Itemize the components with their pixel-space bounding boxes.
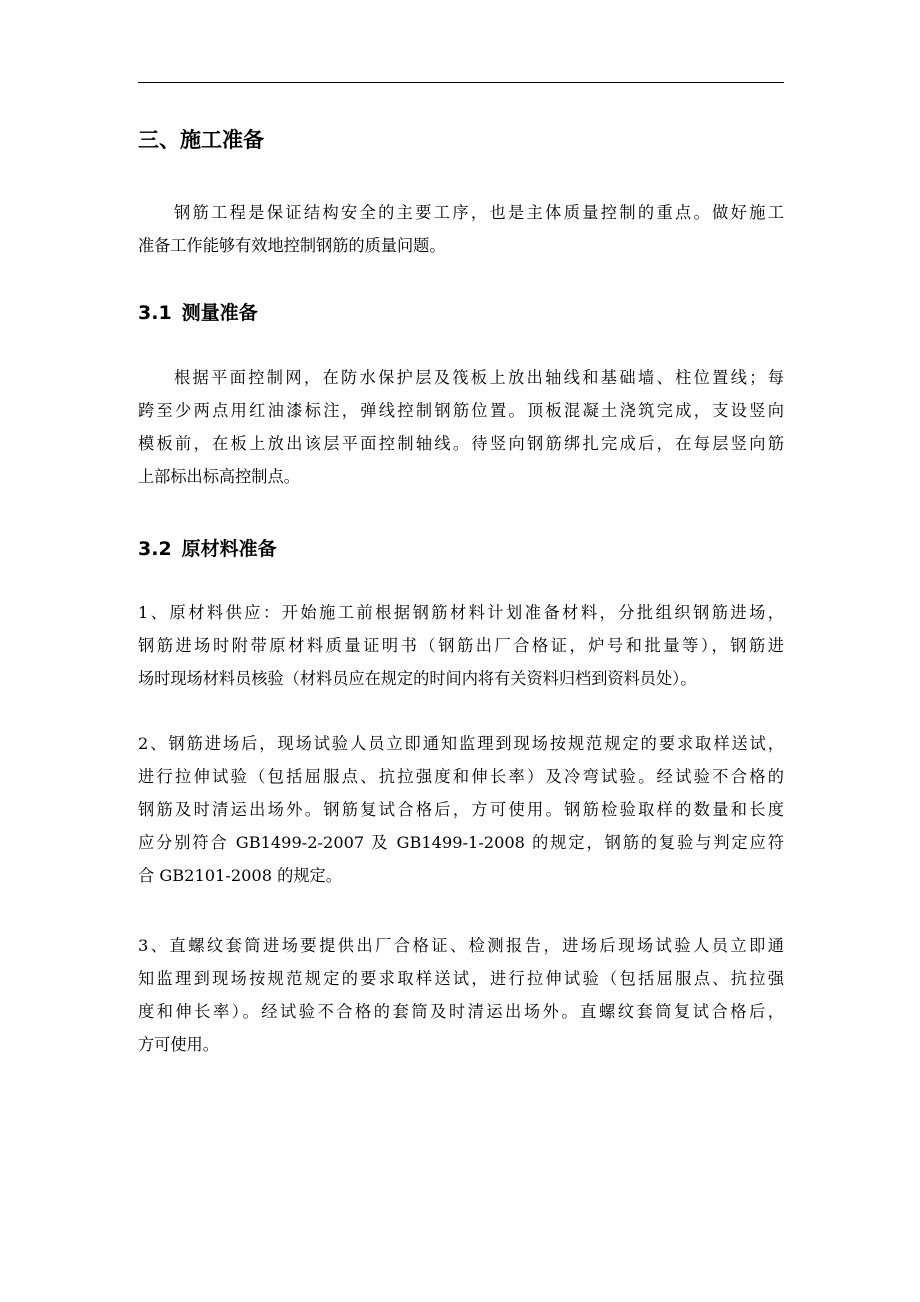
subsection-number: 3.2 <box>138 538 172 560</box>
text-line: 跨至少两点用红油漆标注，弹线控制钢筋位置。顶板混凝土浇筑完成，支设竖向 <box>138 401 784 420</box>
text-line: 3、直螺纹套筒进场要提供出厂合格证、检测报告，进场后现场试验人员立即通 <box>138 936 784 955</box>
text-line: 合 GB2101-2008 的规定。 <box>138 866 342 885</box>
text-line: 1、原材料供应：开始施工前根据钢筋材料计划准备材料，分批组织钢筋进场， <box>138 603 784 622</box>
text-line: 知监理到现场按规范规定的要求取样送试，进行拉伸试验（包括屈服点、抗拉强 <box>138 969 784 988</box>
text-line: 钢筋进场时附带原材料质量证明书（钢筋出厂合格证，炉号和批量等），钢筋进 <box>138 636 784 655</box>
list-item <box>138 727 784 892</box>
subsection-number: 3.1 <box>138 302 172 324</box>
text-line: 度和伸长率）。经试验不合格的套筒及时清运出场外。直螺纹套筒复试合格后， <box>138 1002 784 1021</box>
list-item <box>138 596 784 695</box>
text-line: 场时现场材料员核验（材料员应在规定的时间内将有关资料归档到资料员处）。 <box>138 669 697 688</box>
header-rule <box>138 82 784 83</box>
section-title: 三、施工准备 <box>138 128 264 152</box>
subsection-title: 原材料准备 <box>181 538 277 560</box>
intro-paragraph <box>138 196 784 262</box>
survey-paragraph <box>138 361 784 493</box>
text-line: 进行拉伸试验（包括屈服点、抗拉强度和伸长率）及冷弯试验。经试验不合格的 <box>138 767 784 786</box>
subsection-heading-3-2 <box>138 534 277 564</box>
text-line: 方可使用。 <box>138 1035 219 1054</box>
text-line: 上部标出标高控制点。 <box>138 467 300 486</box>
text-line: 模板前，在板上放出该层平面控制轴线。待竖向钢筋绑扎完成后，在每层竖向筋 <box>138 434 784 453</box>
text-line: 钢筋工程是保证结构安全的主要工序，也是主体质量控制的重点。做好施工 <box>174 203 784 222</box>
subsection-title: 测量准备 <box>181 302 258 324</box>
text-line: 准备工作能够有效地控制钢筋的质量问题。 <box>138 236 446 255</box>
subsection-heading-3-1 <box>138 298 258 328</box>
text-line: 根据平面控制网，在防水保护层及筏板上放出轴线和基础墙、柱位置线；每 <box>174 368 784 387</box>
text-line: 应分别符合 GB1499-2-2007 及 GB1499-1-2008 的规定，钢筋的复验与判定应符 <box>138 833 784 852</box>
list-item <box>138 929 784 1061</box>
text-line: 2、钢筋进场后，现场试验人员立即通知监理到现场按规范规定的要求取样送试， <box>138 734 784 753</box>
text-line: 钢筋及时清运出场外。钢筋复试合格后，方可使用。钢筋检验取样的数量和长度 <box>138 800 784 819</box>
